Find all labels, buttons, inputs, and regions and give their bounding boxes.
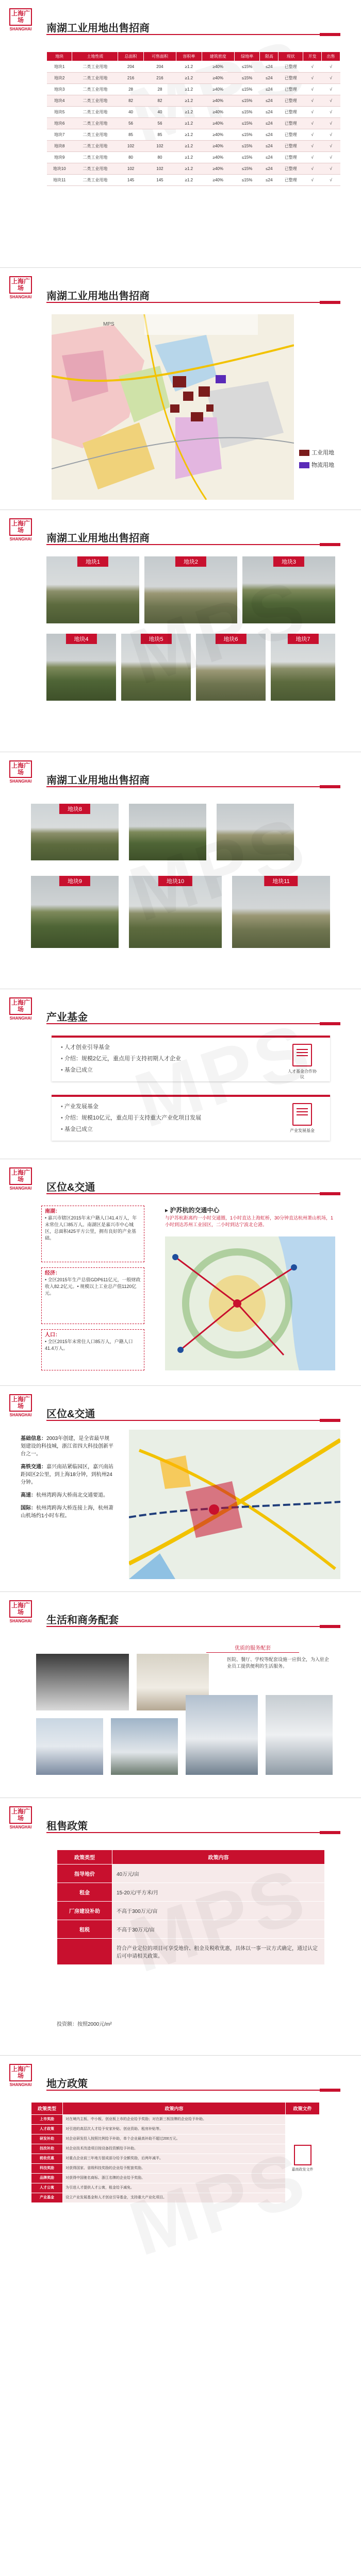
table-cell: ≤24 [260, 141, 278, 152]
table-cell: 已整理 [278, 73, 303, 84]
table-row [47, 107, 340, 118]
table-cell: 二类工业用地 [72, 141, 118, 152]
policy-type-cell [57, 1939, 112, 1965]
table-cell: ≥1.2 [176, 61, 202, 73]
table-cell: 28 [118, 84, 144, 95]
table-cell: 地块3 [47, 84, 72, 95]
photo-label: 地块5 [140, 634, 171, 644]
section-title: 区位&交通 [46, 1409, 95, 1420]
table-cell: ≥40% [202, 175, 234, 186]
title-underline [46, 302, 340, 303]
legend-logistics-label: 物流用地 [311, 462, 334, 468]
land-photo [46, 556, 139, 623]
table-cell: 地块10 [47, 163, 72, 175]
table-cell: 已整理 [278, 163, 303, 175]
table-cell: 二类工业用地 [72, 84, 118, 95]
table-cell: 已整理 [278, 118, 303, 129]
table-cell: ≥40% [202, 61, 234, 73]
table-cell: 80 [143, 152, 176, 163]
table-cell: √ [303, 95, 322, 107]
section-title: 南湖工业用地出售招商 [46, 291, 150, 302]
table-cell: 二类工业用地 [72, 107, 118, 118]
brand-logo: 上海广场 SHANGHAI [9, 1806, 32, 1833]
table-row [47, 73, 340, 84]
slide-industry-funds [0, 989, 361, 1159]
table-cell: ≤24 [260, 73, 278, 84]
policy-type-cell: 租金 [57, 1883, 112, 1902]
document-icon [294, 2145, 311, 2165]
fund-item: • 基金已成立 [61, 1065, 330, 1074]
table-cell: 二类工业用地 [72, 73, 118, 84]
table-cell: 56 [118, 118, 144, 129]
table-cell: 56 [143, 118, 176, 129]
table-row [31, 2134, 320, 2144]
nanhu-info-box: 南湖： • 嘉兴市辖区2015年末户籍人口41.4万人，年末常住人口85万人。南湖区是嘉兴市中心城区，总面积425平方公里，拥有良好的产业基础。 [41, 1206, 144, 1262]
photo-label: 地块10 [158, 876, 192, 886]
table-cell: ≥40% [202, 118, 234, 129]
table-cell: 102 [143, 163, 176, 175]
policy-content-cell: 对获得国家、省级科技奖励的企业给予配套奖励。 [63, 2164, 286, 2174]
table-cell: √ [322, 84, 340, 95]
land-photo [31, 804, 119, 860]
section-title: 南湖工业用地出售招商 [46, 533, 150, 544]
table-cell: 85 [118, 129, 144, 141]
land-photo [196, 634, 266, 701]
table-cell: ≥1.2 [176, 141, 202, 152]
slide-land-photos-1 [0, 510, 361, 752]
table-cell: ≥1.2 [176, 175, 202, 186]
table-row [47, 61, 340, 73]
table-row [31, 2193, 320, 2203]
title-underline [46, 1832, 340, 1833]
table-cell: ≥1.2 [176, 84, 202, 95]
table-header-cell: 可售面积 [143, 52, 176, 61]
table-cell: 145 [118, 175, 144, 186]
table-header-cell: 限高 [260, 52, 278, 61]
policy-file-label: 嘉南政发文件 [291, 2168, 314, 2172]
policy-type-cell: 租税 [57, 1920, 112, 1939]
section-title: 区位&交通 [46, 1182, 95, 1193]
policy-type-cell: 产业基金 [31, 2193, 63, 2203]
service-photo [111, 1718, 178, 1775]
policy-content-cell: 不高于300万元/亩 [112, 1902, 325, 1920]
table-cell: √ [303, 107, 322, 118]
table-cell: 28 [143, 84, 176, 95]
policy-content-cell: 对企业技术改造项目按设备投资额给予补助。 [63, 2144, 286, 2154]
transport-hub-title: ▸ 沪苏杭的交通中心 [165, 1207, 220, 1214]
slide-location-2 [0, 1386, 361, 1592]
policy-type-cell: 科技奖励 [31, 2164, 63, 2174]
photo-label: 地块6 [215, 634, 246, 644]
slide-land-photos-2 [0, 752, 361, 989]
section-title: 地方政策 [46, 2078, 88, 2090]
land-sale-table [46, 52, 340, 186]
title-underline [46, 786, 340, 787]
policy-type-cell: 指导地价 [57, 1865, 112, 1883]
table-cell: 地块6 [47, 118, 72, 129]
brand-logo: 上海广场 SHANGHAI [9, 1394, 32, 1421]
slide-land-map [0, 268, 361, 510]
table-cell: √ [303, 163, 322, 175]
legend-swatch-industrial [299, 450, 309, 456]
service-photo [186, 1695, 258, 1775]
table-cell: √ [322, 107, 340, 118]
table-cell: ≤15% [234, 163, 260, 175]
section-title: 产业基金 [46, 1012, 88, 1023]
section-title: 南湖工业用地出售招商 [46, 775, 150, 786]
table-header-cell: 土地性质 [72, 52, 118, 61]
photo-label: 地块9 [59, 876, 90, 886]
table-cell: ≥40% [202, 84, 234, 95]
policy-type-cell: 上市奖励 [31, 2115, 63, 2125]
table-cell: 85 [143, 129, 176, 141]
table-cell: √ [322, 73, 340, 84]
table-cell: √ [303, 141, 322, 152]
table-cell: 已整理 [278, 129, 303, 141]
table-cell: √ [303, 129, 322, 141]
table-row [47, 129, 340, 141]
table-cell: ≤24 [260, 61, 278, 73]
section-title: 租售政策 [46, 1821, 88, 1832]
fund-item: • 基金已成立 [61, 1125, 330, 1133]
table-cell: √ [322, 141, 340, 152]
district-map [129, 1430, 340, 1579]
table-cell: 二类工业用地 [72, 129, 118, 141]
table-row [47, 141, 340, 152]
table-cell: √ [322, 129, 340, 141]
table-header-cell: 总面积 [118, 52, 144, 61]
slide-local-policy [0, 2056, 361, 2576]
table-cell: ≤24 [260, 129, 278, 141]
photo-label: 地块8 [59, 804, 90, 814]
table-cell: ≤15% [234, 118, 260, 129]
table-cell: 地块8 [47, 141, 72, 152]
table-cell: 102 [118, 163, 144, 175]
land-photo [31, 876, 119, 948]
policy-type-cell: 技改补助 [31, 2144, 63, 2154]
brand-logo: 上海广场 SHANGHAI [9, 760, 32, 787]
title-underline [46, 34, 340, 35]
table-cell: 216 [118, 73, 144, 84]
table-header-cell: 出售 [322, 52, 340, 61]
section-title: 南湖工业用地出售招商 [46, 23, 150, 34]
table-cell: ≥1.2 [176, 95, 202, 107]
brand-logo: 上海广场 SHANGHAI [9, 518, 32, 545]
legend-swatch-logistics [299, 462, 309, 468]
table-cell: 二类工业用地 [72, 95, 118, 107]
table-cell: ≥40% [202, 163, 234, 175]
title-underline [46, 1420, 340, 1421]
section-title: 生活和商务配套 [46, 1615, 119, 1626]
land-photo [242, 556, 335, 623]
table-row [31, 2144, 320, 2154]
document-icon: 人才基金合作协议 [287, 1044, 318, 1080]
table-cell: 地块5 [47, 107, 72, 118]
brand-logo: 上海广场 SHANGHAI [9, 997, 32, 1024]
table-cell: ≤15% [234, 129, 260, 141]
land-photo [129, 804, 206, 860]
fund-item: • 人才创业引导基金 [61, 1043, 330, 1051]
policy-type-cell: 研发补助 [31, 2134, 63, 2144]
policy-type-cell: 人才政策 [31, 2125, 63, 2134]
policy-type-cell: 税收优惠 [31, 2154, 63, 2164]
policy-content-cell: 对企业研发投入按照比例给予补助，单个企业最高补助不超过200万元。 [63, 2134, 286, 2144]
table-cell: ≤15% [234, 95, 260, 107]
table-cell: 204 [143, 61, 176, 73]
policy-content-cell: 为引进人才提供人才公寓，租金给予减免。 [63, 2183, 286, 2193]
table-cell: ≤15% [234, 84, 260, 95]
table-header-cell: 开发 [303, 52, 322, 61]
table-cell: √ [322, 152, 340, 163]
table-cell: √ [303, 73, 322, 84]
fund-card-industry [52, 1095, 330, 1141]
table-cell: ≥1.2 [176, 152, 202, 163]
table-cell: ≤24 [260, 84, 278, 95]
table-row [57, 1939, 325, 1965]
table-cell: ≤15% [234, 152, 260, 163]
table-header-cell: 建筑密度 [202, 52, 234, 61]
table-cell: ≤15% [234, 73, 260, 84]
table-row [31, 2125, 320, 2134]
service-photo [266, 1695, 333, 1775]
title-underline [46, 1626, 340, 1627]
table-cell: 已整理 [278, 152, 303, 163]
service-desc: 医院、餐厅、学校等配套设施一应俱全，为入驻企业员工提供便利的生活服务。 [227, 1657, 330, 1669]
table-cell: 145 [143, 175, 176, 186]
table-cell: 地块2 [47, 73, 72, 84]
policy-content-cell: 15-20元/平方米/月 [112, 1883, 325, 1902]
slide-location-1 [0, 1159, 361, 1386]
table-cell: 地块7 [47, 129, 72, 141]
title-underline [46, 1193, 340, 1194]
table-cell: √ [322, 118, 340, 129]
table-row [47, 175, 340, 186]
policy-content-cell: 对在境内主板、中小板、创业板上市的企业给予奖励；对在新三板挂牌的企业给予补助。 [63, 2115, 286, 2125]
local-policy-table: 政策类型 政策内容 政策文件 上市奖励 对在境内主板、中小板、创业板上市的企业给予奖励；对在新三板挂牌的企业给予补助。 嘉南政发文件 人才政策 对引进的高层次人才给予安家补贴、创业资助、租房补贴等。 研发补助 对企业研发投入按照比例给予补助，单个企业最高补助不超过200万元。 技改补助 对企业技术改造项目按设备投资额给予补助。 税收优惠 对重点企业前三年地方留成部分给予全额奖励，后两年减半。 科技奖励 对获得国家、省级科技奖励的企业给予配套奖励。 品牌奖励 对获得中国驰名商标、浙江名牌的企业给予奖励。 人才公寓 为引进人才提供人才公寓，租金给予减免。 产业基金 设立产业发展基金和人才创业引导基金，支持重大产业化项目。 [31, 2102, 320, 2203]
table-cell: ≤24 [260, 175, 278, 186]
land-photo [217, 804, 294, 860]
table-cell: ≥1.2 [176, 107, 202, 118]
policy-content-cell: 40万元/亩 [112, 1865, 325, 1883]
brand-logo: 上海广场 SHANGHAI [9, 2064, 32, 2091]
table-cell: 204 [118, 61, 144, 73]
policy-type-cell: 品牌奖励 [31, 2174, 63, 2183]
slide-rent-policy [0, 1798, 361, 2056]
land-photo [121, 634, 191, 701]
table-cell: ≥40% [202, 73, 234, 84]
policy-type-cell: 人才公寓 [31, 2183, 63, 2193]
table-cell: 216 [143, 73, 176, 84]
table-cell: ≤24 [260, 95, 278, 107]
table-cell: ≤15% [234, 61, 260, 73]
land-use-map [52, 314, 294, 500]
fund-card-talent [52, 1036, 330, 1081]
table-cell: √ [322, 61, 340, 73]
table-row [47, 95, 340, 107]
table-cell: ≤15% [234, 175, 260, 186]
service-photo [36, 1654, 129, 1710]
table-cell: 82 [143, 95, 176, 107]
table-cell: 82 [118, 95, 144, 107]
regional-map [165, 1236, 335, 1370]
table-cell: 已整理 [278, 141, 303, 152]
title-underline [46, 2090, 340, 2091]
table-row [57, 1902, 325, 1920]
photo-label: 地块2 [175, 556, 206, 567]
table-cell: √ [303, 175, 322, 186]
table-cell: √ [303, 152, 322, 163]
table-row [31, 2164, 320, 2174]
table-cell: √ [322, 163, 340, 175]
table-cell: ≤15% [234, 141, 260, 152]
table-header-cell: 现状 [278, 52, 303, 61]
rent-policy-table: 政策类型 政策内容 指导地价 40万元/亩 租金 15-20元/平方米/月 厂房建设补助 不高于300万元/亩 租税 不高于30万元/亩 符合产业定位的项目可享受地价、租金及税收优惠，具体以一事一议方式确定，通过认定后可申请相关政策。 [57, 1850, 325, 1965]
table-row [31, 2154, 320, 2164]
table-cell: 已整理 [278, 175, 303, 186]
table-cell: √ [303, 84, 322, 95]
table-cell: ≤24 [260, 163, 278, 175]
table-cell: 二类工业用地 [72, 163, 118, 175]
table-cell: ≤24 [260, 118, 278, 129]
photo-label: 地块3 [273, 556, 304, 567]
table-cell: √ [303, 118, 322, 129]
table-cell: 地块9 [47, 152, 72, 163]
table-cell: ≥1.2 [176, 118, 202, 129]
title-underline [46, 1023, 340, 1024]
table-header-cell: 绿地率 [234, 52, 260, 61]
policy-content-cell: 对引进的高层次人才给予安家补贴、创业资助、租房补贴等。 [63, 2125, 286, 2134]
service-tag: 优质的服务配套 [206, 1643, 299, 1653]
map-watermark: MPS [103, 321, 114, 327]
policy-file-cell [286, 2115, 320, 2203]
policy-type-cell: 厂房建设补助 [57, 1902, 112, 1920]
table-row [31, 2183, 320, 2193]
table-cell: ≤15% [234, 107, 260, 118]
service-photo [36, 1718, 103, 1775]
table-cell: 地块1 [47, 61, 72, 73]
table-cell: ≥40% [202, 129, 234, 141]
table-cell: ≤24 [260, 152, 278, 163]
table-row [47, 84, 340, 95]
table-cell: 40 [118, 107, 144, 118]
table-cell: 二类工业用地 [72, 175, 118, 186]
fund-item: • 介绍：规模10亿元，重点用于支持重大产业化项目发展 [61, 1113, 330, 1122]
table-cell: 地块4 [47, 95, 72, 107]
table-cell: ≥1.2 [176, 73, 202, 84]
land-photo [232, 876, 330, 948]
table-row [57, 1920, 325, 1939]
table-cell: 二类工业用地 [72, 61, 118, 73]
table-cell: ≤24 [260, 107, 278, 118]
policy-content-cell: 符合产业定位的项目可享受地价、租金及税收优惠，具体以一事一议方式确定，通过认定后可申请相关政策。 [112, 1939, 325, 1965]
table-cell: √ [322, 175, 340, 186]
table-row [57, 1883, 325, 1902]
table-cell: ≥40% [202, 152, 234, 163]
document-icon: 产业发展基金 [287, 1103, 318, 1133]
table-row [47, 163, 340, 175]
slide-land-sale-table [0, 0, 361, 268]
photo-label: 地块1 [77, 556, 108, 567]
photo-label: 地块11 [264, 876, 298, 886]
table-cell: 二类工业用地 [72, 152, 118, 163]
land-photo [129, 876, 222, 948]
brand-logo: 上海广场 SHANGHAI [9, 1167, 32, 1194]
brand-logo: 上海广场 SHANGHAI [9, 1600, 32, 1627]
fund-item: • 介绍：规模2亿元，重点用于支持初期人才企业 [61, 1054, 330, 1062]
brand-logo: 上海广场 SHANGHAI [9, 8, 32, 35]
table-header-cell: 地块 [47, 52, 72, 61]
table-cell: ≥1.2 [176, 129, 202, 141]
table-cell: 二类工业用地 [72, 118, 118, 129]
transport-hub-text: 与沪苏杭距离约一小时交通圈，1小时直达上海虹桥，30分钟直达杭州萧山机场，1小时到达苏州工业园区，二小时到达宁波北仑港。 [165, 1215, 334, 1227]
table-cell: 已整理 [278, 61, 303, 73]
table-cell: 80 [118, 152, 144, 163]
table-cell: 102 [118, 141, 144, 152]
table-cell: ≥40% [202, 141, 234, 152]
policy-content-cell: 不高于30万元/亩 [112, 1920, 325, 1939]
table-header-cell: 容积率 [176, 52, 202, 61]
table-cell: ≥1.2 [176, 163, 202, 175]
table-cell: 已整理 [278, 84, 303, 95]
brand-logo: 上海广场 SHANGHAI [9, 276, 32, 303]
policy-content-cell: 对获得中国驰名商标、浙江名牌的企业给予奖励。 [63, 2174, 286, 2183]
table-cell: 已整理 [278, 107, 303, 118]
economy-info-box: 经济： • 全区2015年生产总值GDP611亿元，一般财政收入82.2亿元。• 规模以上工业总产值1120亿元。 [41, 1267, 144, 1324]
table-cell: 已整理 [278, 95, 303, 107]
land-photo [271, 634, 335, 701]
photo-label: 地块4 [65, 634, 96, 644]
population-info-box: 人口： • 全区2015年末常住人口85万人，户籍人口41.4万人。 [41, 1329, 144, 1370]
land-photo [46, 634, 116, 701]
table-row [31, 2115, 320, 2125]
table-cell: 102 [143, 141, 176, 152]
map-legend [299, 448, 334, 469]
land-photo [144, 556, 237, 623]
table-row [57, 1865, 325, 1883]
photo-label: 地块7 [287, 634, 318, 644]
table-row [47, 118, 340, 129]
table-cell: ≥40% [202, 95, 234, 107]
policy-content-cell: 设立产业发展基金和人才创业引导基金，支持重大产业化项目。 [63, 2193, 286, 2203]
table-row [31, 2174, 320, 2183]
policy-content-cell: 对重点企业前三年地方留成部分给予全额奖励，后两年减半。 [63, 2154, 286, 2164]
table-cell: 地块11 [47, 175, 72, 186]
slide-life-business [0, 1592, 361, 1798]
table-cell: √ [303, 61, 322, 73]
table-cell: √ [322, 95, 340, 107]
table-cell: 40 [143, 107, 176, 118]
table-row [47, 152, 340, 163]
legend-industrial-label: 工业用地 [311, 450, 334, 456]
fund-item: • 产业发展基金 [61, 1102, 330, 1110]
title-underline [46, 544, 340, 545]
investment-note: 投资额：按照2000元/m² [57, 2022, 112, 2027]
table-cell: ≥40% [202, 107, 234, 118]
location-info: 基础信息：2003年创建，是全省最早规划建设的科技城，浙江省四大科技创新平台之一。 高铁交通：嘉兴南站紧临园区，嘉兴南站距园区2公里，到上海18分钟，到杭州24分钟。 高速：杭州湾跨海大桥南北交通要道。 国际：杭州湾跨海大桥连接上海，杭州萧山机场约1小时车程。 [21, 1436, 113, 1519]
